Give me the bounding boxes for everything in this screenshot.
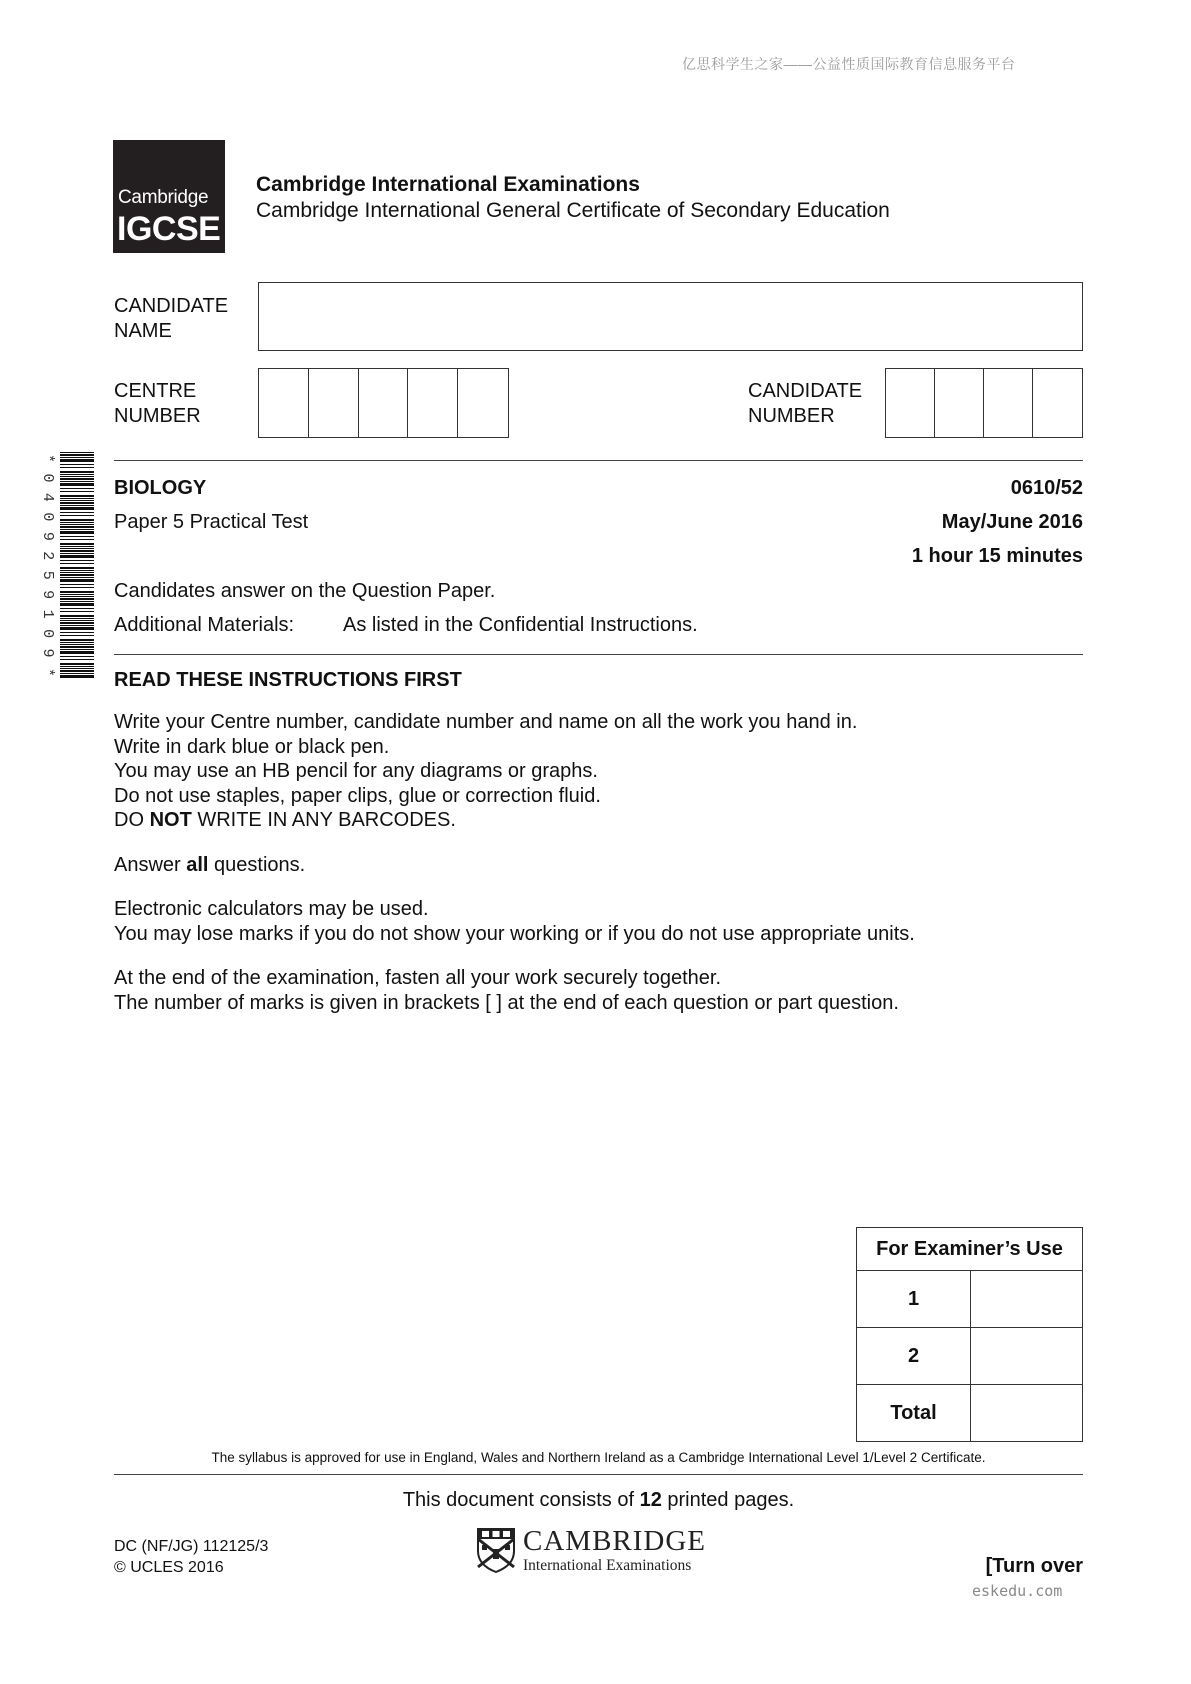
barcode-bar: [60, 649, 94, 650]
barcode-bar: [60, 543, 94, 545]
syllabus-note: The syllabus is approved for use in England, Wales and Northern Ireland as a Cambridge International Level 1/Level 2 Certificate.: [211, 1450, 986, 1465]
cambridge-shield-icon: [476, 1527, 516, 1573]
exam-board-title: Cambridge International Examinations: [256, 173, 640, 196]
barcode-bar: [60, 536, 94, 537]
exam-session: May/June 2016: [941, 511, 1083, 533]
barcode-bar: [60, 478, 94, 480]
barcode-bar: [60, 584, 94, 585]
barcode-bar: [60, 668, 94, 669]
barcode-bar: [60, 548, 94, 549]
barcode: [39, 452, 94, 679]
barcode-bar: [60, 505, 94, 506]
barcode-bar: [60, 570, 94, 571]
centre-number-digit-box[interactable]: [458, 369, 508, 437]
examiner-use-table: [856, 1227, 1083, 1442]
barcode-bar: [60, 531, 94, 534]
barcode-bar: [60, 500, 94, 501]
barcode-bar: [60, 459, 94, 462]
barcode-bar: [60, 577, 94, 578]
barcode-bar: [60, 507, 94, 510]
instructions-heading: READ THESE INSTRUCTIONS FIRST: [114, 669, 462, 691]
instructions-block-1: Write your Centre number, candidate number and name on all the work you hand in. Write in dark blue or black pen. You may use an HB pencil for any diagrams or graphs. Do not use staples, paper clips, glue or correction fluid. DO NOT WRITE IN ANY BARCODES.: [114, 711, 858, 831]
materials-label: Additional Materials:: [114, 614, 295, 636]
barcode-bar: [60, 596, 94, 597]
barcode-bar: [60, 579, 94, 582]
barcode-bar: [60, 611, 94, 612]
centre-number-digit-box[interactable]: [408, 369, 458, 437]
footer-reference: [114, 1536, 268, 1578]
barcode-bar: [60, 515, 94, 516]
barcode-bar: [60, 627, 94, 630]
barcode-bar: [60, 550, 94, 552]
barcode-bar: [60, 464, 94, 465]
candidate-number-boxes: [885, 368, 1083, 438]
barcode-bar: [60, 618, 94, 619]
barcode-bar: [60, 452, 94, 453]
barcode-bar: [60, 495, 94, 497]
barcode-bar: [60, 522, 94, 523]
examiner-table-header: For Examiner’s Use: [857, 1228, 1083, 1271]
barcode-bar: [60, 646, 94, 648]
barcode-bar: [60, 594, 94, 595]
barcode-bar: [60, 467, 94, 468]
barcode-bar: [60, 659, 94, 660]
barcode-bar: [60, 620, 94, 621]
barcode-bar: [60, 603, 94, 606]
materials-value: As listed in the Confidential Instructions.: [343, 614, 698, 636]
barcode-bar: [60, 591, 94, 593]
barcode-bar: [60, 601, 94, 602]
barcode-digits: *0409259109*: [39, 454, 56, 677]
barcode-bar: [60, 498, 94, 499]
barcode-bar: [60, 673, 94, 674]
barcode-bar: [60, 563, 94, 564]
logo-line-igcse: IGCSE: [117, 210, 221, 248]
barcode-bar: [60, 519, 94, 521]
barcode-bar: [60, 457, 94, 458]
barcode-bar: [60, 632, 94, 633]
cambridge-logo: [476, 1525, 711, 1575]
qualification-title: Cambridge International General Certificate of Secondary Education: [256, 199, 890, 222]
total-mark-cell[interactable]: [971, 1385, 1083, 1442]
centre-number-digit-box[interactable]: [259, 369, 309, 437]
barcode-bar: [60, 656, 94, 657]
barcode-bar: [60, 598, 94, 600]
divider-bottom: [114, 1474, 1083, 1475]
paper-title: Paper 5 Practical Test: [114, 511, 309, 533]
logo-line-cambridge: Cambridge: [118, 187, 209, 208]
syllabus-code: 0610/52: [1010, 477, 1083, 499]
cambridge-wordmark: CAMBRIDGE: [523, 1525, 707, 1557]
total-label-cell: Total: [857, 1385, 971, 1442]
barcode-bar: [60, 644, 94, 645]
barcode-bar: [60, 481, 94, 482]
top-watermark: 亿思科学生之家——公益性质国际教育信息服务平台: [682, 56, 1016, 72]
barcode-bar: [60, 502, 94, 504]
document-reference: DC (NF/JG) 112125/3: [114, 1538, 269, 1555]
centre-number-digit-box[interactable]: [359, 369, 409, 437]
candidate-name-field[interactable]: [258, 282, 1083, 351]
barcode-bar: [60, 666, 94, 667]
barcode-bar: [60, 553, 94, 554]
barcode-bar: [60, 454, 94, 456]
exam-duration: 1 hour 15 minutes: [911, 545, 1083, 567]
barcode-bar: [60, 567, 94, 569]
barcode-bar: [60, 488, 94, 489]
igcse-logo: [113, 140, 225, 253]
barcode-bar: [60, 512, 94, 513]
centre-number-digit-box[interactable]: [309, 369, 359, 437]
answer-note: Candidates answer on the Question Paper.: [114, 580, 496, 602]
barcode-bar: [60, 476, 94, 477]
barcode-bar: [60, 615, 94, 617]
centre-number-boxes: [258, 368, 509, 438]
candidate-number-digit-box[interactable]: [935, 369, 984, 437]
instructions-block-2: Answer all questions.: [114, 853, 306, 876]
candidate-number-digit-box[interactable]: [886, 369, 935, 437]
barcode-bar: [60, 608, 94, 609]
cambridge-subtitle: International Examinations: [523, 1557, 692, 1574]
centre-number-label: CENTRE NUMBER: [114, 380, 201, 427]
barcode-bar: [60, 639, 94, 641]
barcode-bar: [60, 635, 94, 636]
candidate-number-label: CANDIDATE NUMBER: [748, 380, 863, 427]
divider-middle: [114, 654, 1083, 655]
instructions-block-3: Electronic calculators may be used. You may lose marks if you do not show your working or if you do not use appropriate units.: [114, 898, 915, 945]
barcode-bar: [60, 670, 94, 672]
copyright: © UCLES 2016: [114, 1559, 224, 1576]
barcode-bar: [60, 622, 94, 624]
barcode-bar: [60, 529, 94, 530]
barcode-bar: [60, 471, 94, 473]
barcode-bar: [60, 675, 94, 678]
barcode-bar: [60, 474, 94, 475]
barcode-bar: [60, 625, 94, 626]
instructions-block-4: At the end of the examination, fasten all your work securely together. The number of marks is given in brackets [ ] at the end of each question or part question.: [114, 967, 899, 1014]
candidate-name-label: CANDIDATE NAME: [114, 295, 229, 342]
barcode-bar: [60, 651, 94, 654]
subject: BIOLOGY: [114, 477, 207, 499]
barcode-bar: [60, 574, 94, 576]
barcode-bar: [60, 483, 94, 486]
barcode-bar: [60, 560, 94, 561]
question-number-cell: 2: [857, 1328, 971, 1385]
instructions-body: [114, 710, 915, 1035]
barcode-bar: [60, 491, 94, 492]
divider-top: [114, 460, 1083, 461]
barcode-bar: [60, 546, 94, 547]
barcode-bar: [60, 539, 94, 540]
barcode-bar: [60, 524, 94, 525]
candidate-number-digit-box[interactable]: [984, 369, 1033, 437]
site-watermark: eskedu.com: [972, 1582, 1063, 1600]
barcode-bar: [60, 526, 94, 528]
barcode-bar: [60, 555, 94, 558]
barcode-bar: [60, 572, 94, 573]
barcode-bar: [60, 587, 94, 588]
pages-note: This document consists of 12 printed pages.: [402, 1489, 795, 1511]
turn-over: [Turn over: [985, 1555, 1083, 1577]
question-number-cell: 1: [857, 1271, 971, 1328]
candidate-number-digit-box[interactable]: [1033, 369, 1082, 437]
barcode-bar: [60, 663, 94, 665]
barcode-bar: [60, 642, 94, 643]
mark-cell[interactable]: [971, 1271, 1083, 1328]
mark-cell[interactable]: [971, 1328, 1083, 1385]
